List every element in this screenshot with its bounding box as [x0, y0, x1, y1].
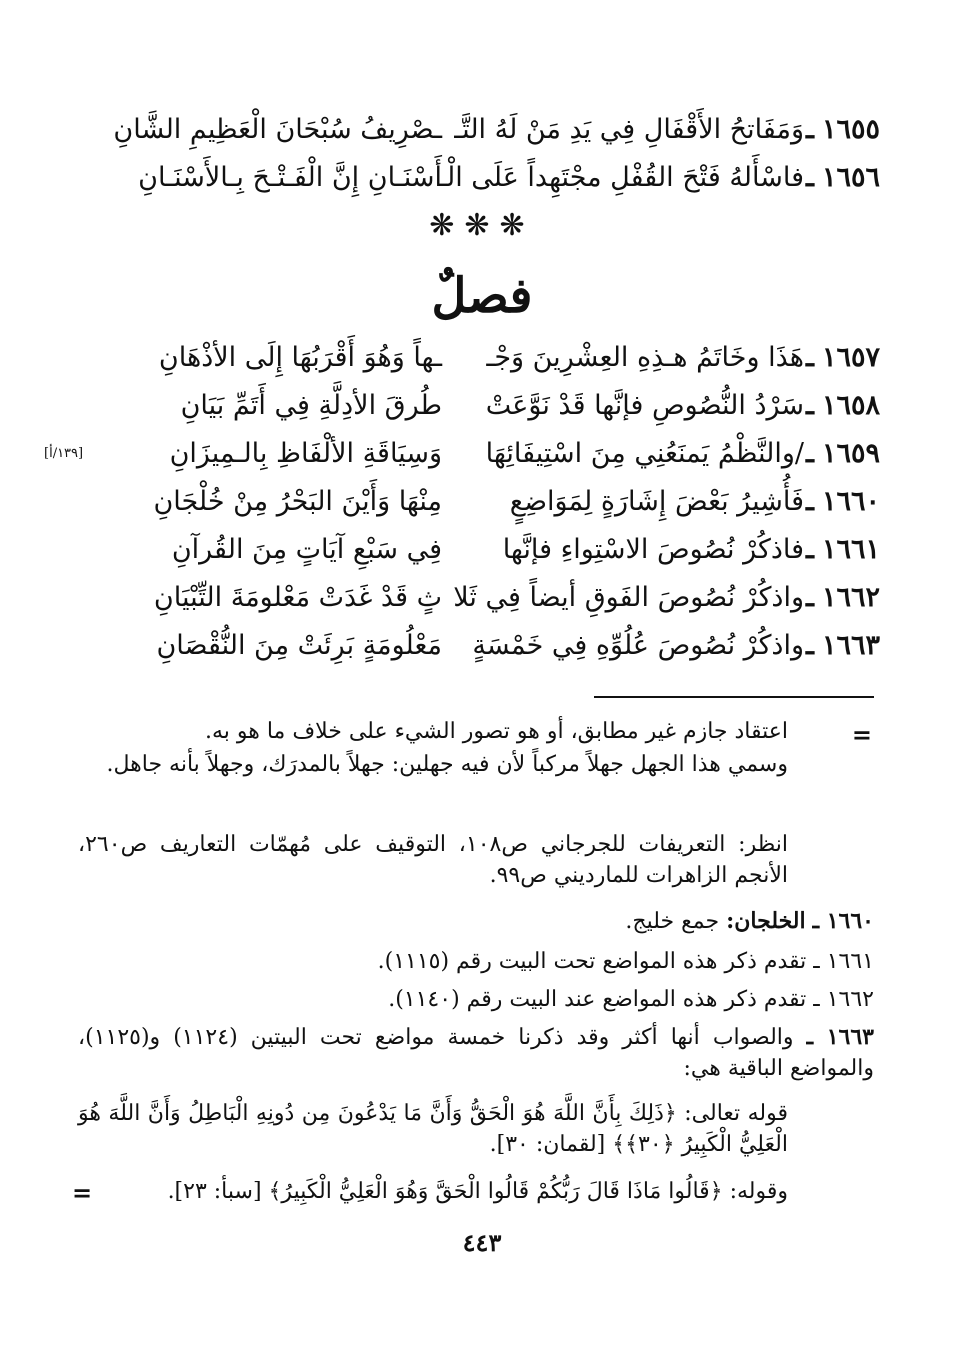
footnote-1661: ١٦٦١ ـ تقدم ذكر هذه المواضع تحت البيت رقم (١١١٥). [377, 949, 874, 974]
footnote-text: جمع خليج. [625, 909, 720, 934]
verse-first-hemistich: واذكُرْ نُصُوصَ الفَوقِ أيضاً فِي ثَلا [453, 582, 804, 613]
footnote-line: انظر: التعريفات للجرجاني ص١٠٨، التوقيف على مُهمّات التعاريف ص٢٦٠، الأنجم الزاهرات للمارديني ص٩٩. [78, 832, 788, 888]
verse-second-hemistich: مِنْهَا وَأَيْنَ البَحْرُ مِنْ خُلْجَانِ [153, 486, 442, 517]
verse-number: ١٦٥٩ [821, 438, 880, 469]
verse-second-hemistich: وَسِيَاقَةِ الألْفَاظِ بِالـمِيزَانِ [169, 438, 442, 469]
footnote-text: والصواب أنها أكثر وقد ذكرنا خمسة مواضع تحت البيتين (١١٢٤) و(١١٢٥)، والمواضع الباقية هي: [78, 1025, 874, 1081]
verse-first-hemistich: فاذكُرْ نُصُوصَ الاسْتِواءِ فإنَّها [502, 534, 804, 565]
manuscript-folio-ref: [١٣٩/أ] [44, 446, 84, 461]
verse-number: ١٦٦٢ [821, 582, 880, 613]
verse-1663: ١٦٦٣ ـ واذكُرْ نُصُوصَ عُلُوِّهِ فِي خَمْسَةٍ مَعْلُومَةٍ بَرِئَتْ مِنَ النُّقْصَانِ [0, 626, 964, 666]
continuation-marker-end: = [72, 1178, 93, 1207]
verse-number: ١٦٥٨ [821, 390, 880, 421]
page-number: ٤٤٣ [462, 1228, 502, 1257]
verse-first-hemistich: وَمَفَاتحُ الأَقْفَالِ فِي يَدِ مَنْ لَهُ التَّـ [454, 114, 804, 145]
verse-1657: ١٦٥٧ ـ هَذَا وخَاتَمُ هـذِهِ العِشْرِينَ وَجْـ ـهاً وَهُوَ أَقْرَبُهَا إِلَى الأذْهَانِ [0, 338, 964, 378]
section-separator-stars: ❋❋❋ [429, 208, 535, 243]
verse-1662: ١٦٦٢ ـ واذكُرْ نُصُوصَ الفَوقِ أيضاً فِي ثَلا ثٍ قَدْ غَدَتْ مَعْلومَةَ التِّبْيَانِ [0, 578, 964, 618]
verse-first-hemistich: فَأُشِيرُ بَعْضَ إِشَارَةٍ لِمَوَاضِعٍ [509, 486, 804, 517]
verse-number: ١٦٥٥ [821, 114, 880, 145]
continuation-marker-start: = [851, 720, 872, 749]
footnote-divider [594, 696, 874, 698]
verse-number: ١٦٥٦ [821, 162, 880, 193]
verse-second-hemistich: ـصْرِيفُ سُبْحَانَ الْعَظِيمِ الشَّانِ [113, 114, 442, 145]
section-title: فصلٌ [431, 268, 533, 324]
verse-second-hemistich: مَعْلُومَةٍ بَرِئَتْ مِنَ النُّقْصَانِ [156, 630, 442, 661]
verse-number: ١٦٦١ [821, 534, 880, 565]
verse-number: ١٦٦٠ [821, 486, 880, 517]
footnote-number: ١٦٦٠ ـ [812, 908, 874, 934]
footnote-term: الخلجان: [726, 908, 806, 934]
verse-1661: ١٦٦١ ـ فاذكُرْ نُصُوصَ الاسْتِواءِ فإنَّها فِي سَبْعِ آيَاتٍ مِنَ القُرآنِ [0, 530, 964, 570]
verse-second-hemistich: ثٍ قَدْ غَدَتْ مَعْلومَةَ التِّبْيَانِ [153, 582, 442, 613]
verse-1655: ١٦٥٥ ـ وَمَفَاتحُ الأَقْفَالِ فِي يَدِ مَنْ لَهُ التَّـ ـصْرِيفُ سُبْحَانَ الْعَظِيمِ الشَّانِ [0, 110, 964, 150]
verse-1658: ١٦٥٨ ـ سَرْدُ النُّصُوصِ فإنَّها قَدْ نَوَّعَتْ طُرقَ الأدِلَّةِ فِي أَتَمِّ بَيَانِ [0, 386, 964, 426]
verse-number: ١٦٥٧ [821, 342, 880, 373]
verse-number: ١٦٦٣ [821, 630, 880, 661]
footnote-1662: ١٦٦٢ ـ تقدم ذكر هذه المواضع عند البيت رقم (١١٤٠). [388, 987, 874, 1012]
verse-second-hemistich: ـهاً وَهُوَ أَقْرَبُهَا إِلَى الأذْهَانِ [158, 342, 442, 373]
footnote-1660 [78, 906, 874, 937]
footnote-number: ١٦٦٣ ـ [806, 1024, 874, 1050]
verse-first-hemistich: واذكُرْ نُصُوصَ عُلُوِّهِ فِي خَمْسَةٍ [472, 630, 804, 661]
footnote-line: اعتقاد جازم غير مطابق، أو هو تصور الشيء على خلاف ما هو به. [204, 719, 788, 744]
verse-second-hemistich: طُرقَ الأدِلَّةِ فِي أَتَمِّ بَيَانِ [180, 390, 442, 421]
quran-quote-saba: وقوله: ﴿قَالُوا مَاذَا قَالَ رَبُّكُمْ قَالُوا الْحَقَّ وَهُوَ الْعَلِيُّ الْكَبِيرُ﴾ [سبأ: ٢٣]. [167, 1179, 788, 1204]
quran-quote-luqman: قوله تعالى: ﴿ذَلِكَ بِأَنَّ اللَّهَ هُوَ الْحَقُّ وَأَنَّ مَا يَدْعُونَ مِن دُونِهِ الْبَاطِلُ وَأَنَّ اللَّهَ هُوَ الْعَلِيُّ الْكَبِيرُ ﴿٣٠﴾﴾ [لقمان: ٣٠]. [78, 1101, 788, 1157]
verse-first-hemistich: سَرْدُ النُّصُوصِ فإنَّها قَدْ نَوَّعَتْ [485, 390, 804, 421]
verse-first-hemistich: /والنَّظْمُ يَمنَعُنِي مِنَ اسْتِيفَائِهَا [485, 438, 804, 469]
verse-second-hemistich: فِي سَبْعِ آيَاتٍ مِنَ القُرآنِ [171, 534, 442, 565]
verse-second-hemistich: أَسْنَـانِ إِنَّ الْفَـتْـحَ بِـالأَسْنَـانِ [138, 162, 442, 193]
verse-first-hemistich: فاسْأَلهُ فَتْحَ القُفْلِ مجْتَهِداً عَلَى الْـ [439, 162, 804, 193]
verse-1660: ١٦٦٠ ـ فَأُشِيرُ بَعْضَ إِشَارَةٍ لِمَوَاضِعٍ مِنْهَا وَأَيْنَ البَحْرُ مِنْ خُلْجَانِ [0, 482, 964, 522]
footnote-line: وسمي هذا الجهل جهلاً مركباً لأن فيه جهلين: جهلاً بالمدرَك، وجهلاً بأنه جاهل. [106, 752, 788, 777]
verse-first-hemistich: هَذَا وخَاتَمُ هـذِهِ العِشْرِينَ وَجْـ [486, 342, 804, 373]
verse-1656: ١٦٥٦ ـ فاسْأَلهُ فَتْحَ القُفْلِ مجْتَهِداً عَلَى الْـ أَسْنَـانِ إِنَّ الْفَـتْـحَ بِـالأَسْنَـانِ [0, 158, 964, 198]
verse-1659: ١٦٥٩ ـ /والنَّظْمُ يَمنَعُنِي مِنَ اسْتِيفَائِهَا وَسِيَاقَةِ الألْفَاظِ بِالـمِيزَانِ [١٣٩/أ] [0, 434, 964, 474]
footnote-1663 [78, 1022, 874, 1084]
